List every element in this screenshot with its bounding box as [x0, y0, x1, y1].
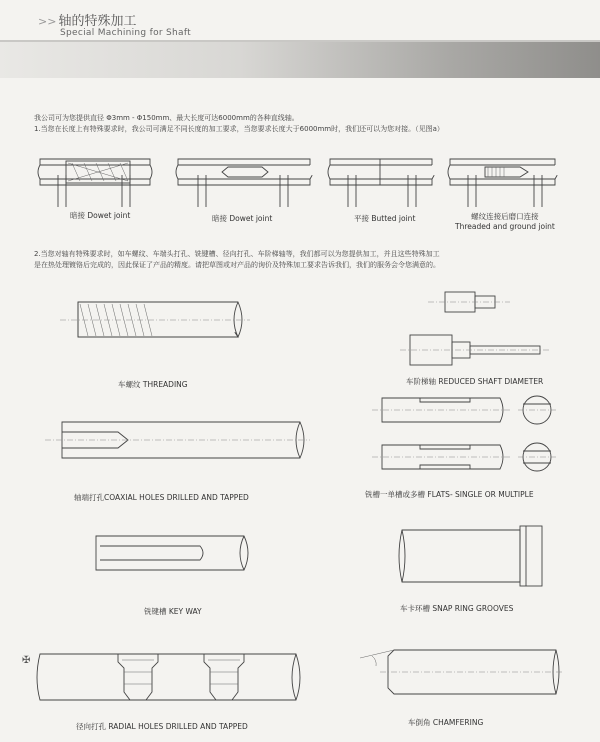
page-mark: ✠ [22, 655, 31, 666]
radial-caption: 径向打孔 RADIAL HOLES DRILLED AND TAPPED [76, 722, 248, 731]
joint-1-caption [70, 210, 130, 221]
threaded-ground-joint [448, 159, 557, 207]
threading-caption: 车螺纹 THREADING [118, 380, 188, 389]
intro-line-2: 1.当您在长度上有特殊要求时，我公司可满足不同长度的加工要求，当您要求长度大于6000mm时，我们还可以为您对接。（见图a） [34, 125, 444, 133]
intro-line-4: 是在热处理镀铬后完成的，因此保证了产品的精度。请把草图或对产品的询价及特殊加工要求告诉我们，我们的服务会令您满意的。 [34, 261, 440, 269]
page-title [38, 10, 136, 29]
coaxial-caption: 轴端打孔COAXIAL HOLES DRILLED AND TAPPED [74, 493, 249, 502]
intro-line-3: 2.当您对轴有特殊要求时，如车螺纹、车端头打孔、铣键槽、径向打孔、车阶梯轴等，我们都可以为您提供加工，并且这些特殊加工 [34, 250, 440, 258]
keyway-drawing [96, 536, 248, 570]
chamfer-caption: 车倒角 CHAMFERING [408, 718, 484, 727]
joint-3-caption [354, 213, 415, 224]
flats-caption: 铣槽一单槽或多槽 FLATS- SINGLE OR MULTIPLE [365, 490, 534, 499]
snap-ring-drawing [399, 526, 542, 586]
title-arrows: >> [38, 15, 57, 28]
dowel-joint-1 [38, 159, 152, 207]
joint-4-cn: 螺纹连接后磨口连接 [471, 212, 539, 221]
joint-4-en: Threaded and ground joint [455, 222, 555, 231]
joint-1-en: Dowet joint [87, 211, 131, 220]
joint-2-en: Dowet joint [229, 214, 273, 223]
flats-drawing [372, 396, 556, 471]
reduced-shaft-drawing [400, 292, 550, 365]
title-cn: 轴的特殊加工 [58, 14, 137, 29]
radial-holes-drawing [37, 654, 300, 700]
reduced-shaft-caption: 车阶梯轴 REDUCED SHAFT DIAMETER [406, 377, 544, 386]
header-band [0, 40, 600, 78]
snap-ring-caption: 车卡环槽 SNAP RING GROOVES [400, 604, 514, 613]
joint-2-caption [212, 213, 272, 224]
header-band-stripe [0, 40, 600, 42]
intro-line-1: 我公司可为您提供直径 Φ3mm - Φ150mm、最大长度可达6000mm的各种直线轴。 [34, 114, 299, 122]
joint-2-cn: 暗接 [212, 214, 227, 223]
joint-3-en: Butted joint [371, 214, 416, 223]
coaxial-holes-drawing [45, 422, 310, 458]
joint-diagrams [0, 145, 600, 215]
dowel-joint-2 [176, 159, 312, 207]
chamfer-drawing [360, 650, 562, 694]
butted-joint [328, 159, 434, 207]
page-subtitle: Special Machining for Shaft [60, 28, 192, 38]
keyway-caption: 铣键槽 KEY WAY [144, 607, 202, 616]
joint-1-cn: 暗接 [70, 211, 85, 220]
joint-4-caption [455, 211, 555, 231]
joint-3-cn: 平接 [354, 214, 369, 223]
threading-drawing [60, 302, 250, 337]
